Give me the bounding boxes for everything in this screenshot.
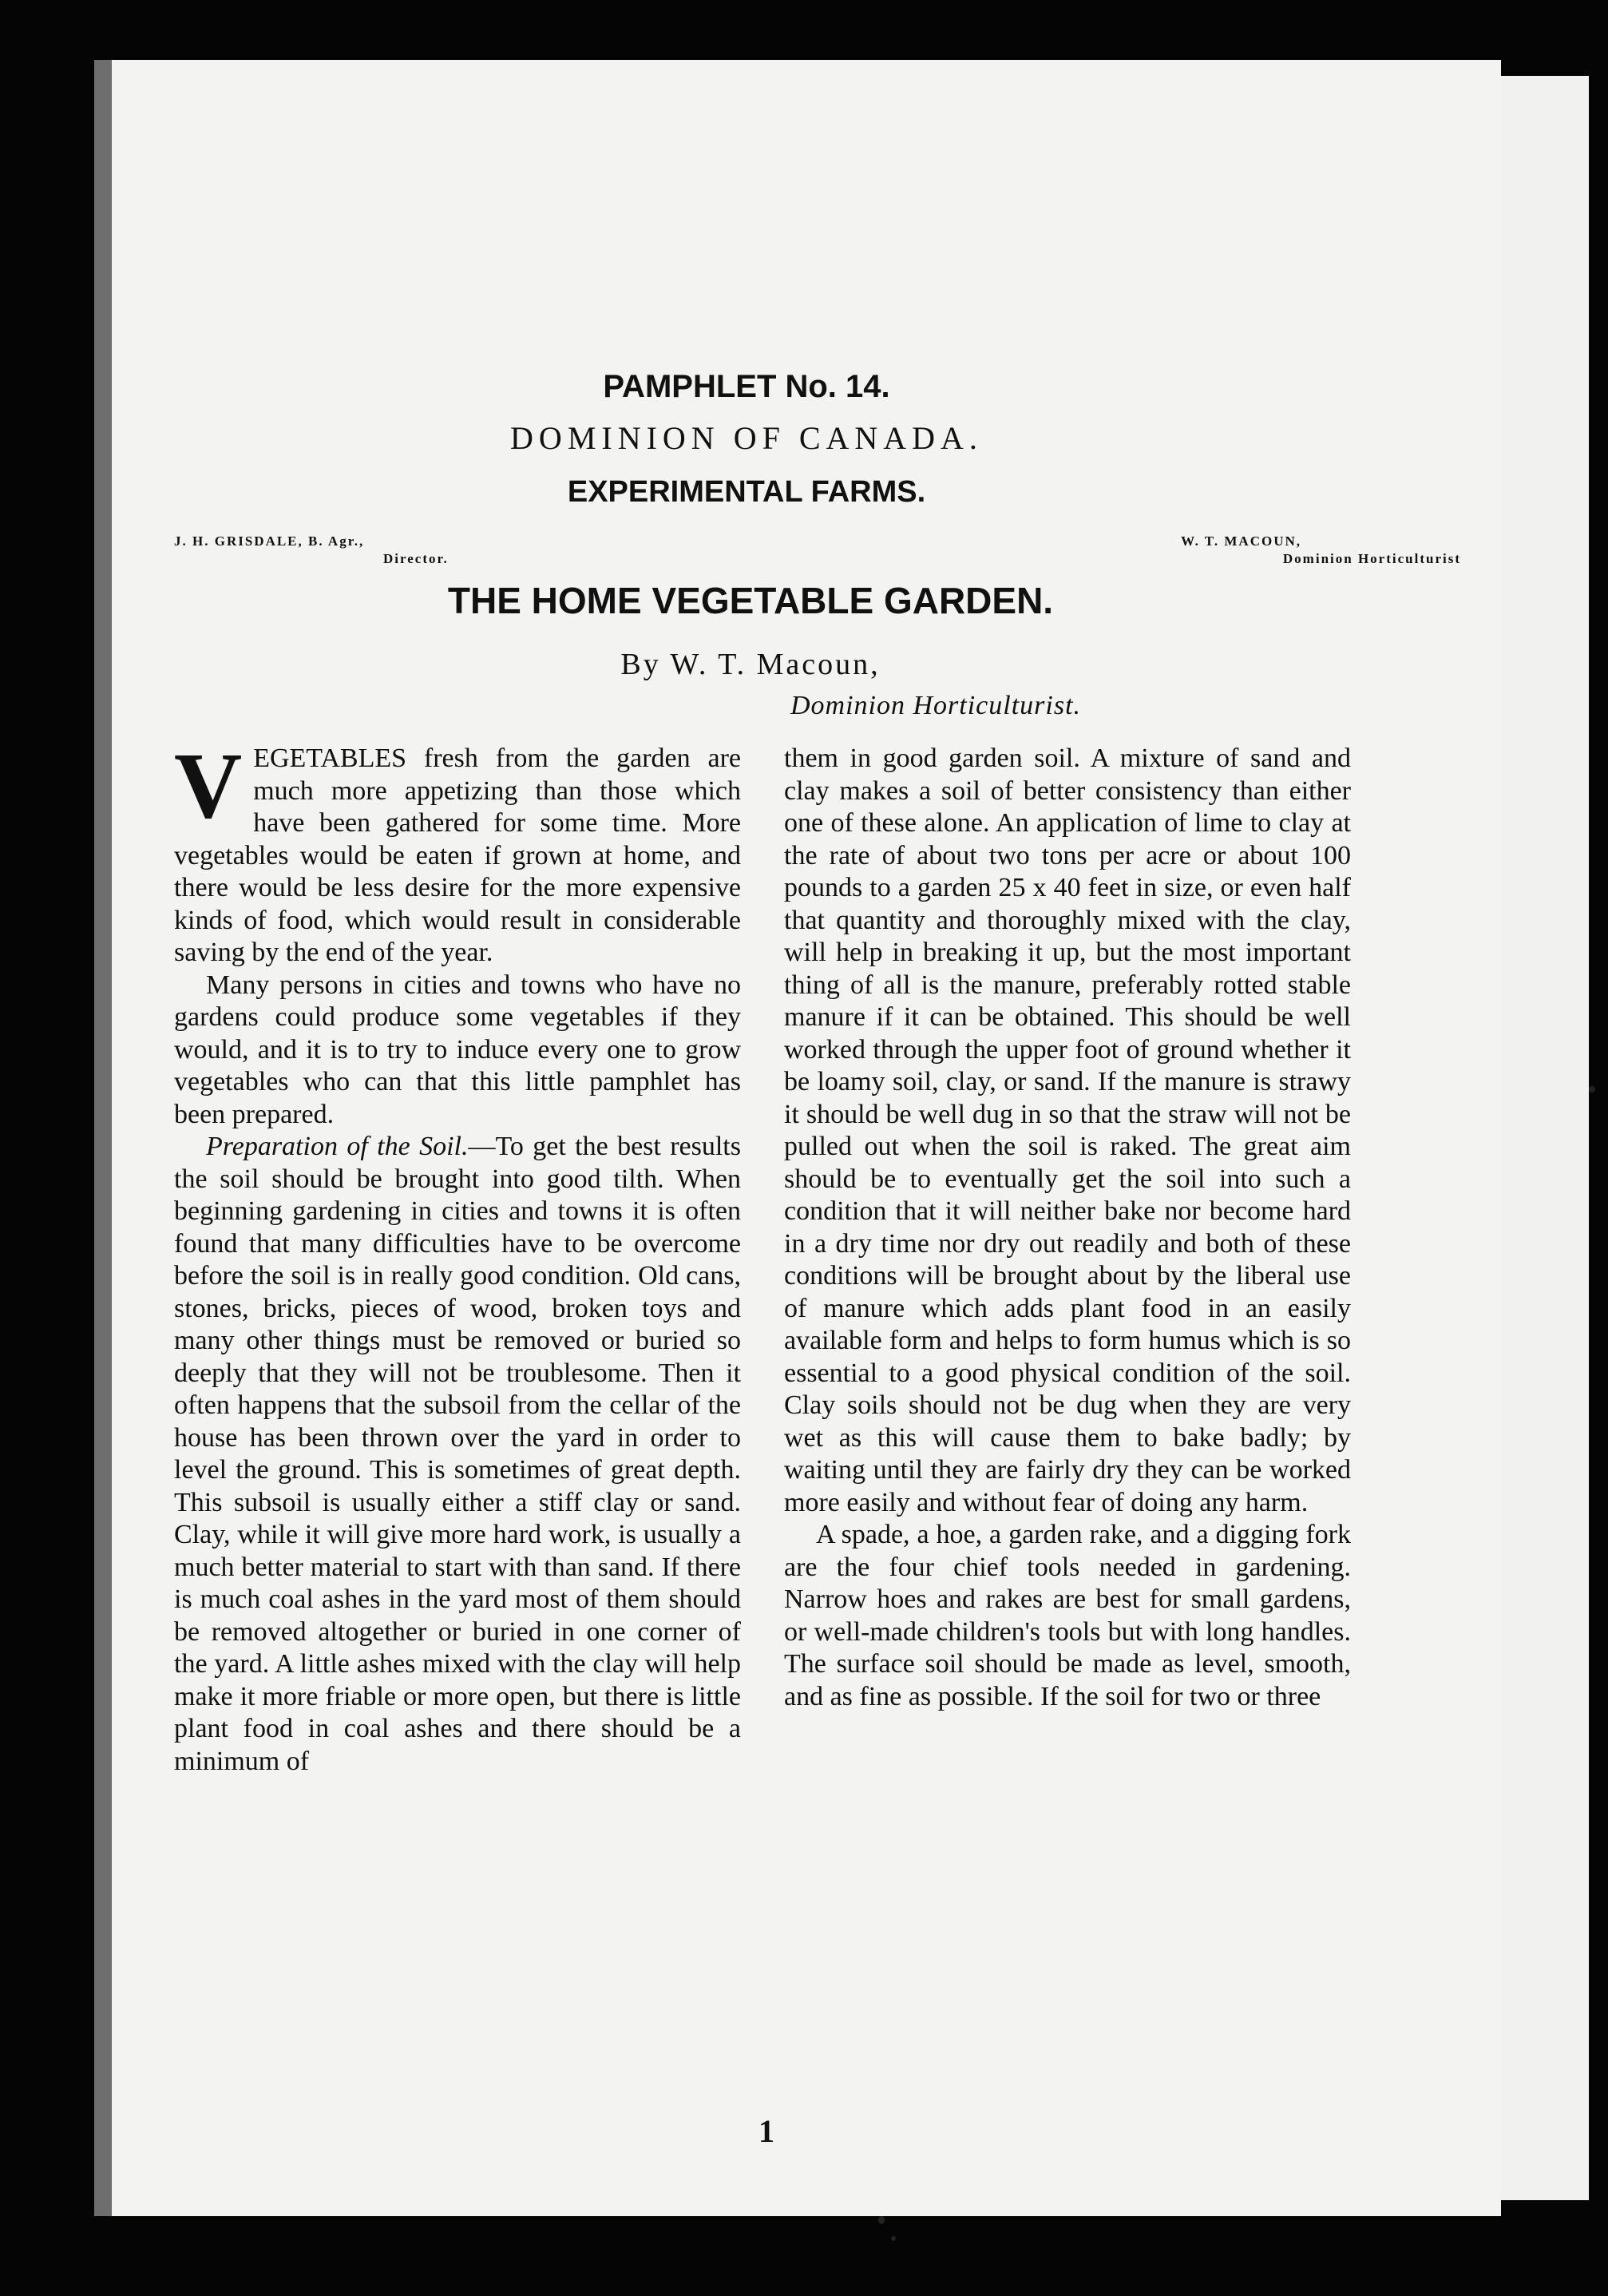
- paragraph-intro: [174, 733, 741, 970]
- horticulturist-name: W. T. MACOUN,: [1181, 533, 1301, 549]
- article-title: THE HOME VEGETABLE GARDEN.: [447, 580, 1054, 621]
- next-page-edge: [1501, 76, 1589, 2200]
- page-number: 1: [758, 2113, 774, 2149]
- director-name: J. H. GRISDALE, B. Agr.,: [174, 533, 365, 549]
- director-role: Director.: [383, 551, 449, 566]
- dominion-heading: DOMINION OF CANADA.: [510, 420, 983, 456]
- drop-cap: V: [174, 733, 243, 838]
- byline-role: Dominion Horticulturist.: [790, 691, 1082, 720]
- right-column: [784, 743, 1351, 1713]
- paragraph-tools: A spade, a hoe, a garden rake, and a digging fork are the four chief tools needed in gardening. Narrow hoes and rakes are best for small gardens, or well-made children's tools but with long handles. The surface soil should be made as level, smooth, and as fine as possible. If the soil for two or three: [784, 1520, 1351, 1711]
- horticulturist-credit: [1181, 533, 1461, 568]
- experimental-farms-heading: EXPERIMENTAL FARMS.: [567, 475, 926, 509]
- left-column: [174, 733, 741, 1778]
- scan-speck: [878, 2216, 885, 2224]
- paragraph-persons: Many persons in cities and towns who have no gardens could produce some vegetables if they would, and it is to try to induce every one to grow vegetables who can that this little pamphlet has been prepared.: [174, 970, 741, 1129]
- paragraph-soil-continued: them in good garden soil. A mixture of sand and clay makes a soil of better consistency than either one of these alone. An application of lime to clay at the rate of about two tons per acre or about 100 pounds to a garden 25 x 40 feet in size, or even half that quantity and thoroughly mixed with the clay, will help in breaking it up, but the most important thing of all is the manure, preferably rotted stable manure if it can be obtained. This should be well worked through the upper foot of ground whether it be loamy soil, clay, or sand. If the manure is strawy it should be well dug in so that the straw will not be pulled out when the soil is raked. The great aim should be to eventually get the soil into such a condition that it will neither bake nor become hard in a dry time nor dry out readily and both of these conditions will be brought about by the liberal use of manure which adds plant food in an easily available form and helps to form humus which is so essential to a good physical condition of the soil. Clay soils should not be dug when they are very wet as this will cause them to bake badly; by waiting until they are fairly dry they can be worked more easily and without fear of doing any harm.: [784, 744, 1351, 1517]
- scan-speck: [1589, 1086, 1595, 1092]
- page-edge-left: [94, 60, 112, 2216]
- scan-speck: [891, 2236, 896, 2241]
- article-byline: By W. T. Macoun,: [620, 648, 881, 681]
- soil-preparation-text: —To get the best results the soil should be brought into good tilth. When beginning gardening in cities and towns it is often found that many difficulties have to be overcome before the soil is in really good condition. Old cans, stones, bricks, pieces of wood, broken toys and many other things must be removed or buried so deeply that they will not be troublesome. Then it often happens that the subsoil from the cellar of the house has been thrown over the yard in order to level the ground. This is sometimes of great depth. This subsoil is usually either a stiff clay or sand. Clay, while it will give more hard work, is usually a much better material to start with than sand. If there is much coal ashes in the yard most of them should be removed altogether or buried in one corner of the yard. A little ashes mixed with the clay will help make it more friable or more open, but there is little plant food in coal ashes and there should be a minimum of: [174, 1132, 741, 1776]
- director-credit: [174, 533, 449, 568]
- soil-preparation-subhead: Preparation of the Soil.: [206, 1132, 469, 1161]
- pamphlet-number: PAMPHLET No. 14.: [603, 369, 890, 404]
- document-page: [112, 60, 1501, 2216]
- paragraph-soil-preparation: [174, 1131, 741, 1778]
- paragraph-intro-text: EGETABLES fresh from the garden are much more appetizing than those which have been gathered for some time. More vegetables would be eaten if grown at home, and there would be less desire for the more expensive kinds of food, which would result in considerable saving by the end of the year.: [174, 744, 741, 967]
- horticulturist-role: Dominion Horticulturist: [1282, 551, 1461, 566]
